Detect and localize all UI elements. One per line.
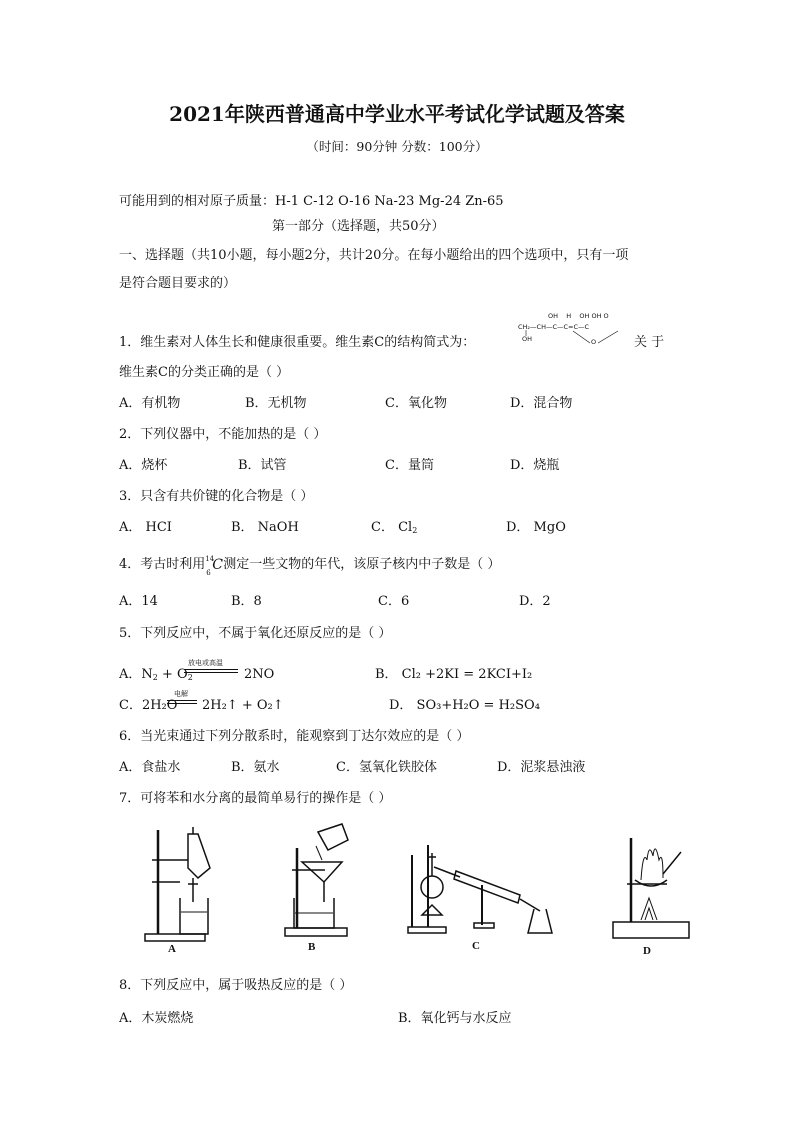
- q5-c-equals-bottom: [167, 703, 197, 704]
- q1-option-d: D．混合物: [510, 396, 573, 411]
- q5-option-b: B． Cl₂ +2KI = 2KCI+I₂: [375, 667, 533, 682]
- atomic-masses: 可能用到的相对原子质量：H-1 C-12 O-16 Na-23 Mg-24 Zn-65: [119, 194, 504, 209]
- q7-stem: 7．可将苯和水分离的最简单易行的操作是（ ）: [119, 791, 392, 806]
- q5-c-condition: 电解: [174, 690, 188, 698]
- q2-option-a: A．烧杯: [119, 458, 168, 473]
- q5-a-condition: 放电或高温: [188, 659, 223, 667]
- q6-option-c: C．氢氧化铁胶体: [336, 760, 437, 775]
- q4-stem: 4．考古时利用 14 6 C 测定一些文物的年代，该原子核内中子数是（ ）: [119, 555, 501, 577]
- q4-option-d: D．2: [519, 594, 551, 609]
- q6-stem: 6．当光束通过下列分散系时，能观察到丁达尔效应的是（ ）: [119, 729, 470, 744]
- structure-top-groups: OH H OH OH O: [548, 312, 609, 320]
- q5-option-c: C．2H₂O: [119, 698, 178, 713]
- q8-option-a: A．木炭燃烧: [119, 1011, 194, 1026]
- q2-option-c: C．量筒: [385, 458, 434, 473]
- carbon-14-isotope: 14 6 C: [205, 555, 223, 577]
- apparatus-label-b: B: [308, 941, 316, 953]
- q5-stem: 5．下列反应中，不属于氧化还原反应的是（ ）: [119, 626, 392, 641]
- q3-option-c: C． $Cl_2$: [371, 520, 418, 535]
- apparatus-label-d: D: [643, 945, 651, 957]
- q4-option-a: A．14: [119, 594, 158, 609]
- q1-stem-cont: 维生素C的分类正确的是（ ）: [119, 365, 290, 380]
- q8-stem: 8．下列反应中，属于吸热反应的是（ ）: [119, 978, 353, 993]
- q1-stem: 1．维生素对人体生长和健康很重要。维生素C的结构简式为：: [119, 335, 476, 350]
- structure-ring-o: O: [591, 338, 597, 346]
- q5-option-a: A．$N_2 + O_2$: [119, 667, 193, 682]
- q2-stem: 2．下列仪器中，不能加热的是（ ）: [119, 427, 327, 442]
- structure-main-chain: CH₂—CH—C—C=C—C: [518, 323, 590, 331]
- exam-info: （时间：90分钟 分数：100分）: [306, 139, 488, 154]
- q1-option-b: B．无机物: [245, 396, 307, 411]
- apparatus-label-c: C: [472, 940, 480, 952]
- q2-option-d: D．烧瓶: [510, 458, 560, 473]
- q3-option-a: A． HCI: [119, 520, 172, 535]
- q8-option-b: B．氧化钙与水反应: [398, 1011, 512, 1026]
- q5-c-equals-top: [167, 700, 197, 701]
- q5-c-product: 2H₂↑ + O₂↑: [202, 698, 284, 713]
- section-instructions-2: 是符合题目要求的）: [119, 276, 237, 291]
- q1-option-a: A．有机物: [119, 396, 181, 411]
- vitamin-c-structure: [518, 312, 630, 348]
- q5-option-d: D． SO₃+H₂O = H₂SO₄: [389, 698, 540, 713]
- q5-a-product: 2NO: [244, 667, 275, 682]
- q6-option-d: D．泥浆悬浊液: [497, 760, 586, 775]
- q3-stem: 3．只含有共价键的化合物是（ ）: [119, 489, 314, 504]
- q1-option-c: C．氧化物: [385, 396, 447, 411]
- q6-option-b: B．氨水: [231, 760, 280, 775]
- apparatus-label-a: A: [168, 943, 176, 955]
- section-instructions-1: 一、选择题（共10小题，每小题2分，共计20分。在每小题给出的四个选项中，只有一项: [119, 248, 629, 263]
- q3-option-b: B． NaOH: [231, 520, 299, 535]
- q4-option-b: B．8: [231, 594, 262, 609]
- part-heading: 第一部分（选择题，共50分）: [272, 219, 445, 234]
- q4-option-c: C．6: [378, 594, 410, 609]
- apparatus-filtration: [280, 818, 370, 953]
- q1-stem-tail: 关 于: [634, 335, 665, 350]
- structure-bonds: [518, 312, 630, 348]
- apparatus-separatory-funnel: [140, 822, 230, 955]
- apparatus-distillation: [400, 815, 570, 952]
- apparatus-evaporation: [605, 820, 695, 957]
- q5-a-equals-bottom: [184, 672, 238, 673]
- structure-oh: OH: [522, 335, 533, 343]
- page-title: 2021年陕西普通高中学业水平考试化学试题及答案: [169, 102, 625, 126]
- q3-option-d: D． MgO: [506, 520, 566, 535]
- q5-a-equals-top: [184, 669, 238, 670]
- q6-option-a: A．食盐水: [119, 760, 181, 775]
- q2-option-b: B．试管: [238, 458, 287, 473]
